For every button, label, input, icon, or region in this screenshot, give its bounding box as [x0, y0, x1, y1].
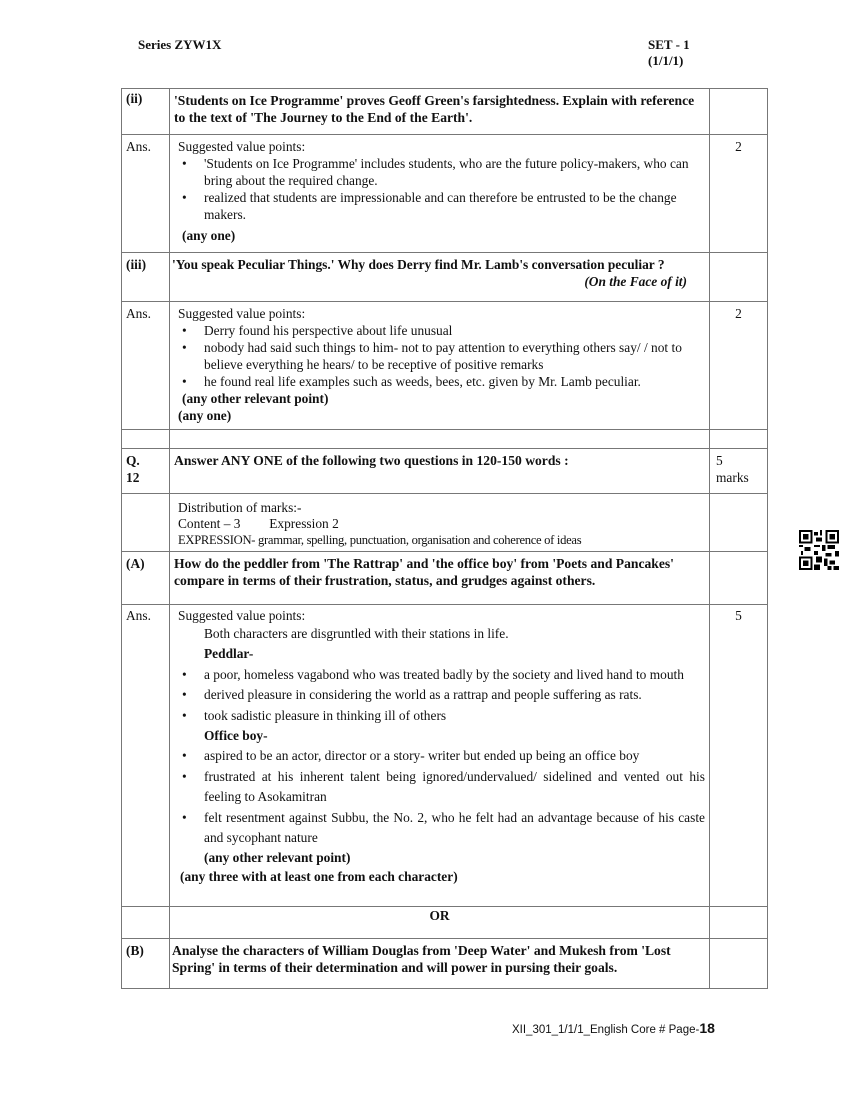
- answer-intro: Suggested value points:: [178, 608, 306, 623]
- set-label: SET - 1: [648, 37, 690, 52]
- page-footer: [512, 1020, 715, 1036]
- distribution-content: Content – 3: [178, 516, 241, 531]
- table-row: [122, 449, 768, 494]
- table-row: [122, 552, 768, 605]
- section-heading: Office boy-: [204, 728, 268, 744]
- table-row: [122, 907, 768, 939]
- distribution-expression: Expression 2: [269, 516, 339, 531]
- distribution-title: Distribution of marks:-: [178, 500, 302, 515]
- page-number: 18: [699, 1020, 715, 1036]
- qr-code: [799, 530, 839, 570]
- question-text: 'Students on Ice Programme' proves Geoff Green's farsightedness. Explain with reference to the text of 'The Journey to the End of the Earth'.: [170, 89, 710, 135]
- table-row: [122, 605, 768, 907]
- list-item: • realized that students are impressionable and can therefore be entrusted to be the change makers.: [178, 189, 705, 223]
- question-text: 'You speak Peculiar Things.' Why does Derry find Mr. Lamb's conversation peculiar ?: [172, 257, 665, 272]
- answer-note: (any one): [182, 228, 236, 243]
- list-item: • frustrated at his inherent talent being ignored/undervalued/ sidelined and vented out his feeling to Asokamitran: [178, 767, 705, 808]
- list-item: • took sadistic pleasure in thinking ill of others: [178, 706, 705, 726]
- question-number: (B): [122, 939, 170, 989]
- footer-code: XII_301_1/1/1_English Core # Page-: [512, 1024, 700, 1036]
- list-item: • 'Students on Ice Programme' includes students, who are the future policy-makers, who can bring about the required change.: [178, 155, 705, 189]
- list-item: • Derry found his perspective about life unusual: [178, 322, 705, 339]
- series-label: Series ZYW1X: [138, 37, 222, 52]
- answer-label: Ans.: [122, 135, 170, 253]
- table-row: [122, 89, 768, 135]
- table-row: [122, 302, 768, 430]
- marks-value: 5: [716, 453, 723, 468]
- question-number: 12: [126, 470, 140, 485]
- question-source: (On the Face of it): [584, 274, 687, 289]
- list-item: • felt resentment against Subbu, the No. 2, who he felt had an advantage because of his caste and sycophant nature: [178, 808, 705, 849]
- list-item: • he found real life examples such as weeds, bees, etc. given by Mr. Lamb peculiar.: [178, 373, 705, 390]
- table-row: [122, 939, 768, 989]
- set-code: (1/1/1): [648, 53, 684, 68]
- answer-label: Ans.: [122, 302, 170, 430]
- section-heading: Peddlar-: [204, 646, 254, 662]
- answer-note: (any one): [178, 408, 232, 423]
- or-separator: OR: [170, 907, 710, 939]
- answer-note: (any three with at least one from each character): [180, 868, 458, 884]
- table-row: [122, 494, 768, 552]
- marks-value: 2: [710, 135, 768, 253]
- list-item: • nobody had said such things to him- not to pay attention to everything others say/ / not to believe everything he hears/ to be receptive of positive remarks: [178, 339, 705, 373]
- answer-lead: Both characters are disgruntled with their stations in life.: [204, 626, 509, 641]
- list-item: • aspired to be an actor, director or a story- writer but ended up being an office boy: [178, 746, 705, 766]
- answer-intro: Suggested value points:: [178, 306, 306, 321]
- question-text: How do the peddler from 'The Rattrap' and 'the office boy' from 'Poets and Pancakes' compare in terms of their frustration, status, and grudges against others.: [170, 552, 710, 605]
- question-number: Q.: [126, 453, 140, 468]
- table-row: [122, 430, 768, 449]
- question-instruction: Answer ANY ONE of the following two questions in 120-150 words :: [170, 449, 710, 494]
- question-text: Analyse the characters of William Douglas from 'Deep Water' and Mukesh from 'Lost Spring' in terms of their determination and will power in pursing their goals.: [170, 939, 710, 989]
- question-number: (ii): [122, 89, 170, 135]
- question-number: (iii): [122, 253, 170, 302]
- answer-label: Ans.: [122, 605, 170, 907]
- question-number: (A): [122, 552, 170, 605]
- marks-unit: marks: [716, 470, 749, 485]
- list-item: • derived pleasure in considering the world as a rattrap and people suffering as rats.: [178, 685, 705, 705]
- marks-value: 5: [710, 605, 768, 907]
- list-item: • a poor, homeless vagabond who was treated badly by the society and lived hand to mouth: [178, 665, 705, 685]
- table-row: [122, 135, 768, 253]
- answer-note: (any other relevant point): [204, 850, 351, 866]
- answer-intro: Suggested value points:: [178, 139, 306, 154]
- answer-note: (any other relevant point): [182, 391, 329, 406]
- marking-scheme-table: [121, 88, 768, 989]
- marks-value: 2: [710, 302, 768, 430]
- table-row: [122, 253, 768, 302]
- distribution-detail: EXPRESSION- grammar, spelling, punctuation, organisation and coherence of ideas: [178, 533, 582, 547]
